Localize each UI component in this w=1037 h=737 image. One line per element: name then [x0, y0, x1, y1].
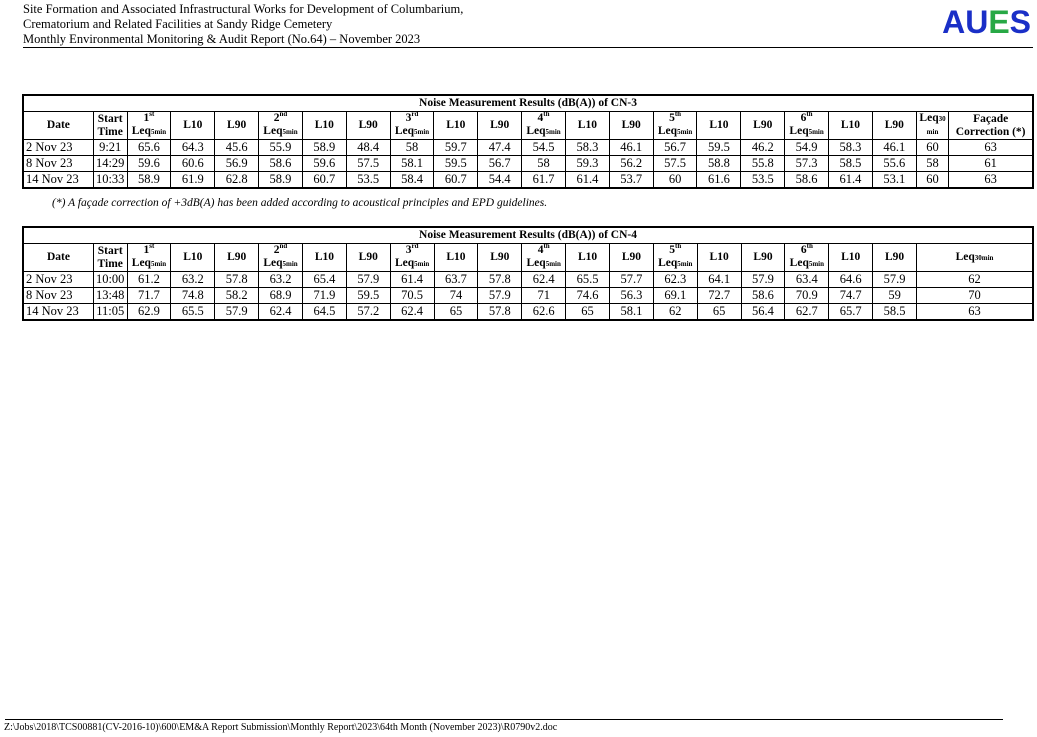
cell-value: 54.5 — [522, 140, 566, 156]
cell-value: 56.2 — [609, 156, 653, 172]
header-line-2: Crematorium and Related Facilities at Sandy Ridge Cemetery — [23, 17, 333, 31]
column-header-ordinal — [522, 244, 565, 257]
leq-text: Leq — [263, 257, 283, 269]
facade-note: (*) A façade correction of +3dB(A) has been added according to acoustical principles and EPD guidelines. — [52, 197, 548, 209]
ordinal-number: 6 — [800, 112, 807, 124]
cell-value: 47.4 — [478, 140, 522, 156]
logo-part-au: AU — [942, 4, 989, 40]
cell-value: 61.6 — [697, 172, 741, 189]
logo-part-e: E — [988, 4, 1010, 40]
cell-value: 74.8 — [171, 288, 215, 304]
column-header-leq-6 — [785, 244, 829, 272]
cell-value: 59 — [873, 288, 917, 304]
cell-value: 70.9 — [785, 288, 829, 304]
cell-value: 57.9 — [478, 288, 522, 304]
cell-start-time: 10:00 — [93, 272, 127, 288]
column-header-leq-label — [128, 257, 171, 271]
footer-file-path: Z:\Jobs\2018\TCS00881(CV-2016-10)\600\EM&A Report Submission\Monthly Report\2023\64th Month (November 2023)\R0790v2.doc — [4, 722, 558, 733]
cell-value: 57.9 — [346, 272, 390, 288]
cell-value: 72.7 — [697, 288, 741, 304]
report-header — [23, 2, 1033, 47]
ordinal-number: 5 — [669, 244, 676, 256]
cell-value: 45.6 — [215, 140, 259, 156]
cell-value: 58.5 — [873, 304, 917, 321]
cell-value: 62.8 — [215, 172, 259, 189]
table-body — [23, 272, 1033, 321]
cell-facade: 63 — [949, 172, 1033, 189]
column-header-leq-5 — [653, 244, 697, 272]
ordinal-number: 2 — [273, 112, 280, 124]
cell-value: 59.7 — [434, 140, 478, 156]
leq-subscript: 5min — [545, 128, 561, 136]
leq30-sub-b: min — [926, 128, 939, 136]
cell-value: 58.9 — [302, 140, 346, 156]
cell-value: 55.9 — [259, 140, 303, 156]
cell-value: 46.1 — [609, 140, 653, 156]
leq-subscript: 5min — [282, 260, 298, 268]
cell-leq30: 60 — [916, 172, 949, 189]
ordinal-suffix: rd — [411, 243, 419, 251]
leq-text: Leq — [394, 257, 415, 269]
leq-text: Leq — [394, 125, 414, 137]
cell-value: 63.2 — [259, 272, 303, 288]
facade-line1: Façade — [973, 112, 1009, 125]
leq30-text: Leq — [919, 112, 939, 124]
cell-value: 61.4 — [390, 272, 434, 288]
column-header-l90: L90 — [478, 244, 522, 272]
cell-value: 57.2 — [346, 304, 390, 321]
column-header-l10: L10 — [434, 112, 478, 140]
cell-value: 57.3 — [785, 156, 829, 172]
ordinal-suffix: st — [149, 243, 155, 251]
ordinal-suffix: th — [543, 243, 550, 251]
cell-value: 58 — [390, 140, 434, 156]
cell-value: 62.7 — [785, 304, 829, 321]
cell-value: 65.5 — [171, 304, 215, 321]
cell-value: 65.5 — [566, 272, 610, 288]
column-header-l90: L90 — [215, 112, 259, 140]
leq-text: Leq — [131, 257, 151, 269]
ordinal-suffix: th — [806, 243, 813, 251]
ordinal-number: 6 — [800, 244, 807, 256]
cell-value: 57.8 — [215, 272, 259, 288]
cell-value: 58.9 — [127, 172, 171, 189]
leq-subscript: 5min — [414, 128, 430, 136]
cell-value: 57.8 — [478, 272, 522, 288]
cell-value: 58.3 — [829, 140, 873, 156]
leq30-top — [917, 112, 949, 126]
column-header-leq-2 — [259, 112, 303, 140]
cell-value: 61.9 — [171, 172, 215, 189]
cell-value: 46.1 — [872, 140, 916, 156]
column-header-l90: L90 — [215, 244, 259, 272]
cell-value: 48.4 — [346, 140, 390, 156]
cell-value: 71.7 — [127, 288, 171, 304]
cell-value: 57.5 — [346, 156, 390, 172]
leq-subscript: 5min — [150, 260, 167, 268]
cell-value: 57.9 — [873, 272, 917, 288]
column-header-ordinal — [391, 112, 434, 125]
cell-value: 56.7 — [653, 140, 697, 156]
column-header-leq30 — [917, 244, 1034, 272]
cell-value: 68.9 — [259, 288, 303, 304]
column-header-l10: L10 — [171, 244, 215, 272]
column-header-l90: L90 — [741, 244, 785, 272]
cell-value: 53.5 — [346, 172, 390, 189]
cell-start-time: 14:29 — [93, 156, 127, 172]
column-header-start-line2: Time — [97, 125, 123, 138]
leq-text: Leq — [789, 125, 809, 137]
cell-value: 56.7 — [478, 156, 522, 172]
cell-leq30: 58 — [916, 156, 949, 172]
cell-value: 70.5 — [390, 288, 434, 304]
cell-value: 65 — [566, 304, 610, 321]
cell-value: 64.5 — [302, 304, 346, 321]
noise-table-cn3 — [22, 94, 1034, 189]
cell-value: 58.6 — [259, 156, 303, 172]
cell-value: 65.6 — [127, 140, 171, 156]
cell-leq30: 62 — [917, 272, 1034, 288]
column-header-leq-label — [654, 125, 697, 139]
ordinal-suffix: th — [543, 111, 550, 119]
column-header-l90: L90 — [346, 244, 390, 272]
column-header-l10: L10 — [565, 112, 609, 140]
cell-value: 64.1 — [697, 272, 741, 288]
column-header-start-time — [93, 112, 127, 140]
cell-value: 63.4 — [785, 272, 829, 288]
ordinal-suffix: th — [806, 111, 813, 119]
column-header-leq-5 — [653, 112, 697, 140]
leq30-text: Leq — [955, 250, 975, 263]
cell-value: 58.1 — [609, 304, 653, 321]
leq-text: Leq — [526, 257, 546, 269]
report-header-text — [23, 2, 463, 47]
cell-value: 60 — [653, 172, 697, 189]
column-header-ordinal — [259, 112, 302, 125]
column-header-ordinal — [785, 244, 828, 257]
column-header-ordinal — [654, 244, 697, 257]
ordinal-suffix: nd — [279, 111, 288, 119]
column-header-l90: L90 — [872, 112, 916, 140]
leq-text: Leq — [658, 257, 678, 269]
leq30-sub-a: 30 — [938, 115, 946, 123]
cell-value: 74 — [434, 288, 478, 304]
table-row — [23, 172, 1033, 189]
leq-text: Leq — [657, 125, 678, 137]
cell-value: 62.9 — [127, 304, 171, 321]
cell-value: 62.4 — [259, 304, 303, 321]
column-header-leq-6 — [785, 112, 829, 140]
cell-value: 58.5 — [829, 156, 873, 172]
cell-value: 63.2 — [171, 272, 215, 288]
column-header-leq-label — [522, 125, 565, 139]
column-header-facade — [949, 112, 1033, 140]
facade-line2: Correction (*) — [955, 125, 1026, 138]
table-row — [23, 272, 1033, 288]
table-body — [23, 140, 1033, 189]
ordinal-number: 1 — [143, 244, 150, 256]
column-header-leq-label — [522, 257, 565, 271]
ordinal-suffix: th — [674, 111, 682, 119]
leq-text: Leq — [526, 125, 546, 137]
cell-value: 58.2 — [215, 288, 259, 304]
cell-value: 65 — [697, 304, 741, 321]
cell-date: 2 Nov 23 — [23, 140, 93, 156]
table-row — [23, 156, 1033, 172]
leq-subscript: 5min — [414, 260, 430, 268]
column-header-leq-3 — [390, 244, 434, 272]
cell-value: 55.8 — [741, 156, 785, 172]
column-header-date: Date — [23, 112, 93, 140]
cell-value: 74.6 — [566, 288, 610, 304]
column-header-ordinal — [785, 112, 828, 125]
cell-leq30: 60 — [916, 140, 949, 156]
ordinal-suffix: th — [675, 243, 682, 251]
table-row — [23, 140, 1033, 156]
cell-value: 74.7 — [829, 288, 873, 304]
ordinal-suffix: st — [149, 111, 155, 119]
cell-value: 58.4 — [390, 172, 434, 189]
column-header-l10: L10 — [434, 244, 478, 272]
ordinal-number: 1 — [143, 112, 150, 124]
column-header-l10: L10 — [302, 244, 346, 272]
cell-date: 8 Nov 23 — [23, 288, 93, 304]
cell-value: 64.6 — [829, 272, 873, 288]
cell-value: 71.9 — [302, 288, 346, 304]
cell-value: 53.7 — [609, 172, 653, 189]
cell-value: 55.6 — [872, 156, 916, 172]
cell-value: 61.7 — [522, 172, 566, 189]
cell-value: 61.4 — [565, 172, 609, 189]
cell-start-time: 11:05 — [93, 304, 127, 321]
leq-text: Leq — [789, 257, 809, 269]
cell-value: 65 — [434, 304, 478, 321]
leq30-subscript: 30min — [974, 253, 994, 262]
column-header-date: Date — [23, 244, 93, 272]
column-header-ordinal — [128, 244, 171, 257]
column-header-ordinal — [391, 244, 434, 257]
column-header-start-line1: Start — [97, 244, 123, 257]
cell-value: 57.7 — [609, 272, 653, 288]
column-header-leq-3 — [390, 112, 434, 140]
ordinal-number: 3 — [405, 244, 412, 256]
table-row — [23, 304, 1033, 321]
column-header-ordinal — [259, 244, 302, 257]
logo-part-s: S — [1009, 4, 1031, 40]
header-line-1: Site Formation and Associated Infrastructural Works for Development of Columbarium, — [23, 2, 464, 16]
leq-subscript: 5min — [808, 128, 824, 136]
ordinal-number: 5 — [669, 112, 675, 124]
cell-leq30: 63 — [917, 304, 1034, 321]
column-header-leq-4 — [522, 112, 566, 140]
cell-start-time: 9:21 — [93, 140, 127, 156]
ordinal-number: 3 — [405, 112, 412, 124]
cell-value: 58.1 — [390, 156, 434, 172]
cell-date: 14 Nov 23 — [23, 304, 93, 321]
table-header-row — [23, 112, 1033, 140]
column-header-leq-4 — [522, 244, 566, 272]
cell-date: 2 Nov 23 — [23, 272, 93, 288]
column-header-l90: L90 — [478, 112, 522, 140]
column-header-l90: L90 — [346, 112, 390, 140]
column-header-start-line1: Start — [97, 112, 123, 125]
leq-subscript: 5min — [282, 128, 298, 136]
column-header-leq-label — [259, 125, 302, 139]
column-header-start-line2: Time — [97, 257, 123, 270]
cell-value: 56.9 — [215, 156, 259, 172]
cell-value: 64.3 — [171, 140, 215, 156]
cell-value: 58.8 — [697, 156, 741, 172]
cell-value: 65.7 — [829, 304, 873, 321]
cell-value: 61.4 — [829, 172, 873, 189]
leq-subscript: 5min — [677, 260, 693, 268]
cell-start-time: 10:33 — [93, 172, 127, 189]
cell-value: 53.1 — [872, 172, 916, 189]
cell-value: 63.7 — [434, 272, 478, 288]
column-header-leq30 — [916, 112, 949, 140]
table-title: Noise Measurement Results (dB(A)) of CN-3 — [23, 95, 1033, 112]
column-header-leq-label — [654, 257, 697, 271]
aues-logo — [942, 4, 1031, 40]
leq-text: Leq — [263, 125, 283, 137]
column-header-l90: L90 — [741, 112, 785, 140]
cell-value: 59.5 — [434, 156, 478, 172]
column-header-l10: L10 — [697, 112, 741, 140]
footer-divider — [5, 719, 1003, 720]
cell-date: 14 Nov 23 — [23, 172, 93, 189]
column-header-l10: L10 — [171, 112, 215, 140]
column-header-ordinal — [654, 112, 697, 125]
cell-facade: 61 — [949, 156, 1033, 172]
cell-value: 56.3 — [609, 288, 653, 304]
cell-value: 58.6 — [741, 288, 785, 304]
cell-value: 62 — [653, 304, 697, 321]
column-header-leq-2 — [259, 244, 303, 272]
column-header-leq-label — [259, 257, 302, 271]
cell-value: 60.7 — [434, 172, 478, 189]
leq-text: Leq — [131, 125, 151, 137]
header-line-3: Monthly Environmental Monitoring & Audit Report (No.64) – November 2023 — [23, 32, 421, 46]
column-header-ordinal — [522, 112, 565, 125]
leq-subscript: 5min — [545, 260, 561, 268]
column-header-l90: L90 — [609, 244, 653, 272]
cell-value: 58.6 — [785, 172, 829, 189]
ordinal-suffix: nd — [279, 243, 288, 251]
cell-value: 61.2 — [127, 272, 171, 288]
column-header-leq-label — [785, 257, 828, 271]
cell-value: 57.8 — [478, 304, 522, 321]
cell-value: 58 — [522, 156, 566, 172]
ordinal-number: 4 — [537, 112, 544, 124]
leq-subscript: 5min — [150, 128, 167, 136]
table-row — [23, 288, 1033, 304]
cell-value: 69.1 — [653, 288, 697, 304]
cell-value: 59.6 — [302, 156, 346, 172]
column-header-l90: L90 — [873, 244, 917, 272]
column-header-l10: L10 — [302, 112, 346, 140]
column-header-l10: L10 — [829, 112, 873, 140]
ordinal-number: 2 — [273, 244, 280, 256]
cell-value: 56.4 — [741, 304, 785, 321]
cell-value: 59.5 — [697, 140, 741, 156]
cell-value: 62.4 — [390, 304, 434, 321]
leq-subscript: 5min — [677, 128, 693, 136]
cell-value: 54.4 — [478, 172, 522, 189]
ordinal-suffix: rd — [411, 111, 419, 119]
table-header-row — [23, 244, 1033, 272]
column-header-leq-1 — [127, 244, 171, 272]
cell-value: 59.6 — [127, 156, 171, 172]
cell-value: 58.9 — [259, 172, 303, 189]
cell-value: 58.3 — [565, 140, 609, 156]
table-title: Noise Measurement Results (dB(A)) of CN-4 — [23, 227, 1033, 244]
cell-leq30: 70 — [917, 288, 1034, 304]
column-header-leq-label — [785, 125, 828, 139]
header-divider — [23, 47, 1033, 48]
column-header-l90: L90 — [609, 112, 653, 140]
cell-value: 62.6 — [522, 304, 566, 321]
cell-value: 71 — [522, 288, 566, 304]
column-header-leq-label — [391, 257, 434, 271]
column-header-leq-label — [128, 125, 171, 139]
cell-value: 59.3 — [565, 156, 609, 172]
cell-facade: 63 — [949, 140, 1033, 156]
cell-value: 57.9 — [741, 272, 785, 288]
column-header-ordinal — [128, 112, 171, 125]
ordinal-number: 4 — [537, 244, 544, 256]
cell-value: 60.6 — [171, 156, 215, 172]
cell-value: 65.4 — [302, 272, 346, 288]
leq-subscript: 5min — [808, 260, 825, 268]
column-header-start-time — [93, 244, 127, 272]
cell-value: 57.9 — [215, 304, 259, 321]
cell-value: 62.3 — [653, 272, 697, 288]
cell-value: 59.5 — [346, 288, 390, 304]
cell-value: 62.4 — [522, 272, 566, 288]
noise-table-cn4 — [22, 226, 1034, 321]
column-header-l10: L10 — [829, 244, 873, 272]
cell-start-time: 13:48 — [93, 288, 127, 304]
cell-value: 60.7 — [302, 172, 346, 189]
cell-value: 46.2 — [741, 140, 785, 156]
cell-value: 54.9 — [785, 140, 829, 156]
column-header-leq-label — [391, 125, 434, 139]
column-header-l10: L10 — [566, 244, 610, 272]
cell-date: 8 Nov 23 — [23, 156, 93, 172]
cell-value: 57.5 — [653, 156, 697, 172]
cell-value: 53.5 — [741, 172, 785, 189]
column-header-leq-1 — [127, 112, 171, 140]
column-header-l10: L10 — [697, 244, 741, 272]
